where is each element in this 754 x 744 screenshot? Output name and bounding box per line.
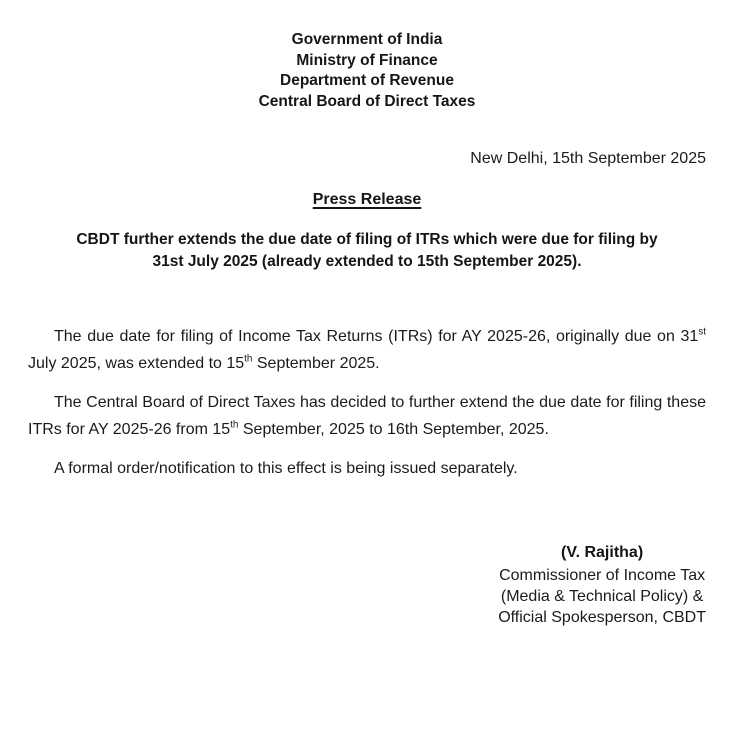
paragraph-further-extension: The Central Board of Direct Taxes has decided to further extend the due date for filing these ITRs for AY 2025-26 from 15th September, 2025 to 16th September, 2025. xyxy=(28,394,706,438)
press-release-label-row xyxy=(28,191,706,209)
paragraph-due-date: The due date for filing of Income Tax Returns (ITRs) for AY 2025-26, originally due on 31st July 2025, was extended to 15th September 2025. xyxy=(28,326,706,372)
headline xyxy=(28,229,706,273)
document-header xyxy=(28,30,706,112)
paragraph-formal-order: A formal order/notification to this effect is being issued separately. xyxy=(54,460,518,477)
header-line-government: Government of India xyxy=(291,31,443,48)
signatory-name: (V. Rajitha) xyxy=(561,544,644,561)
body-copy xyxy=(28,323,706,482)
press-release-title: Press Release xyxy=(312,191,422,208)
signatory-title-media-policy: (Media & Technical Policy) & xyxy=(500,588,704,605)
dateline: New Delhi, 15th September 2025 xyxy=(470,150,706,167)
headline-line-1: CBDT further extends the due date of filing of ITRs which were due for filing by xyxy=(76,231,658,248)
header-line-ministry: Ministry of Finance xyxy=(296,51,438,69)
signatory-title-commissioner: Commissioner of Income Tax xyxy=(499,567,706,584)
headline-line-2: 31st July 2025 (already extended to 15th September 2025). xyxy=(152,253,582,270)
header-line-department: Department of Revenue xyxy=(280,72,454,89)
signature-block xyxy=(28,542,706,628)
signature-inner xyxy=(498,542,706,628)
signatory-title-spokesperson: Official Spokesperson, CBDT xyxy=(498,609,706,626)
header-line-board: Central Board of Direct Taxes xyxy=(258,92,476,110)
